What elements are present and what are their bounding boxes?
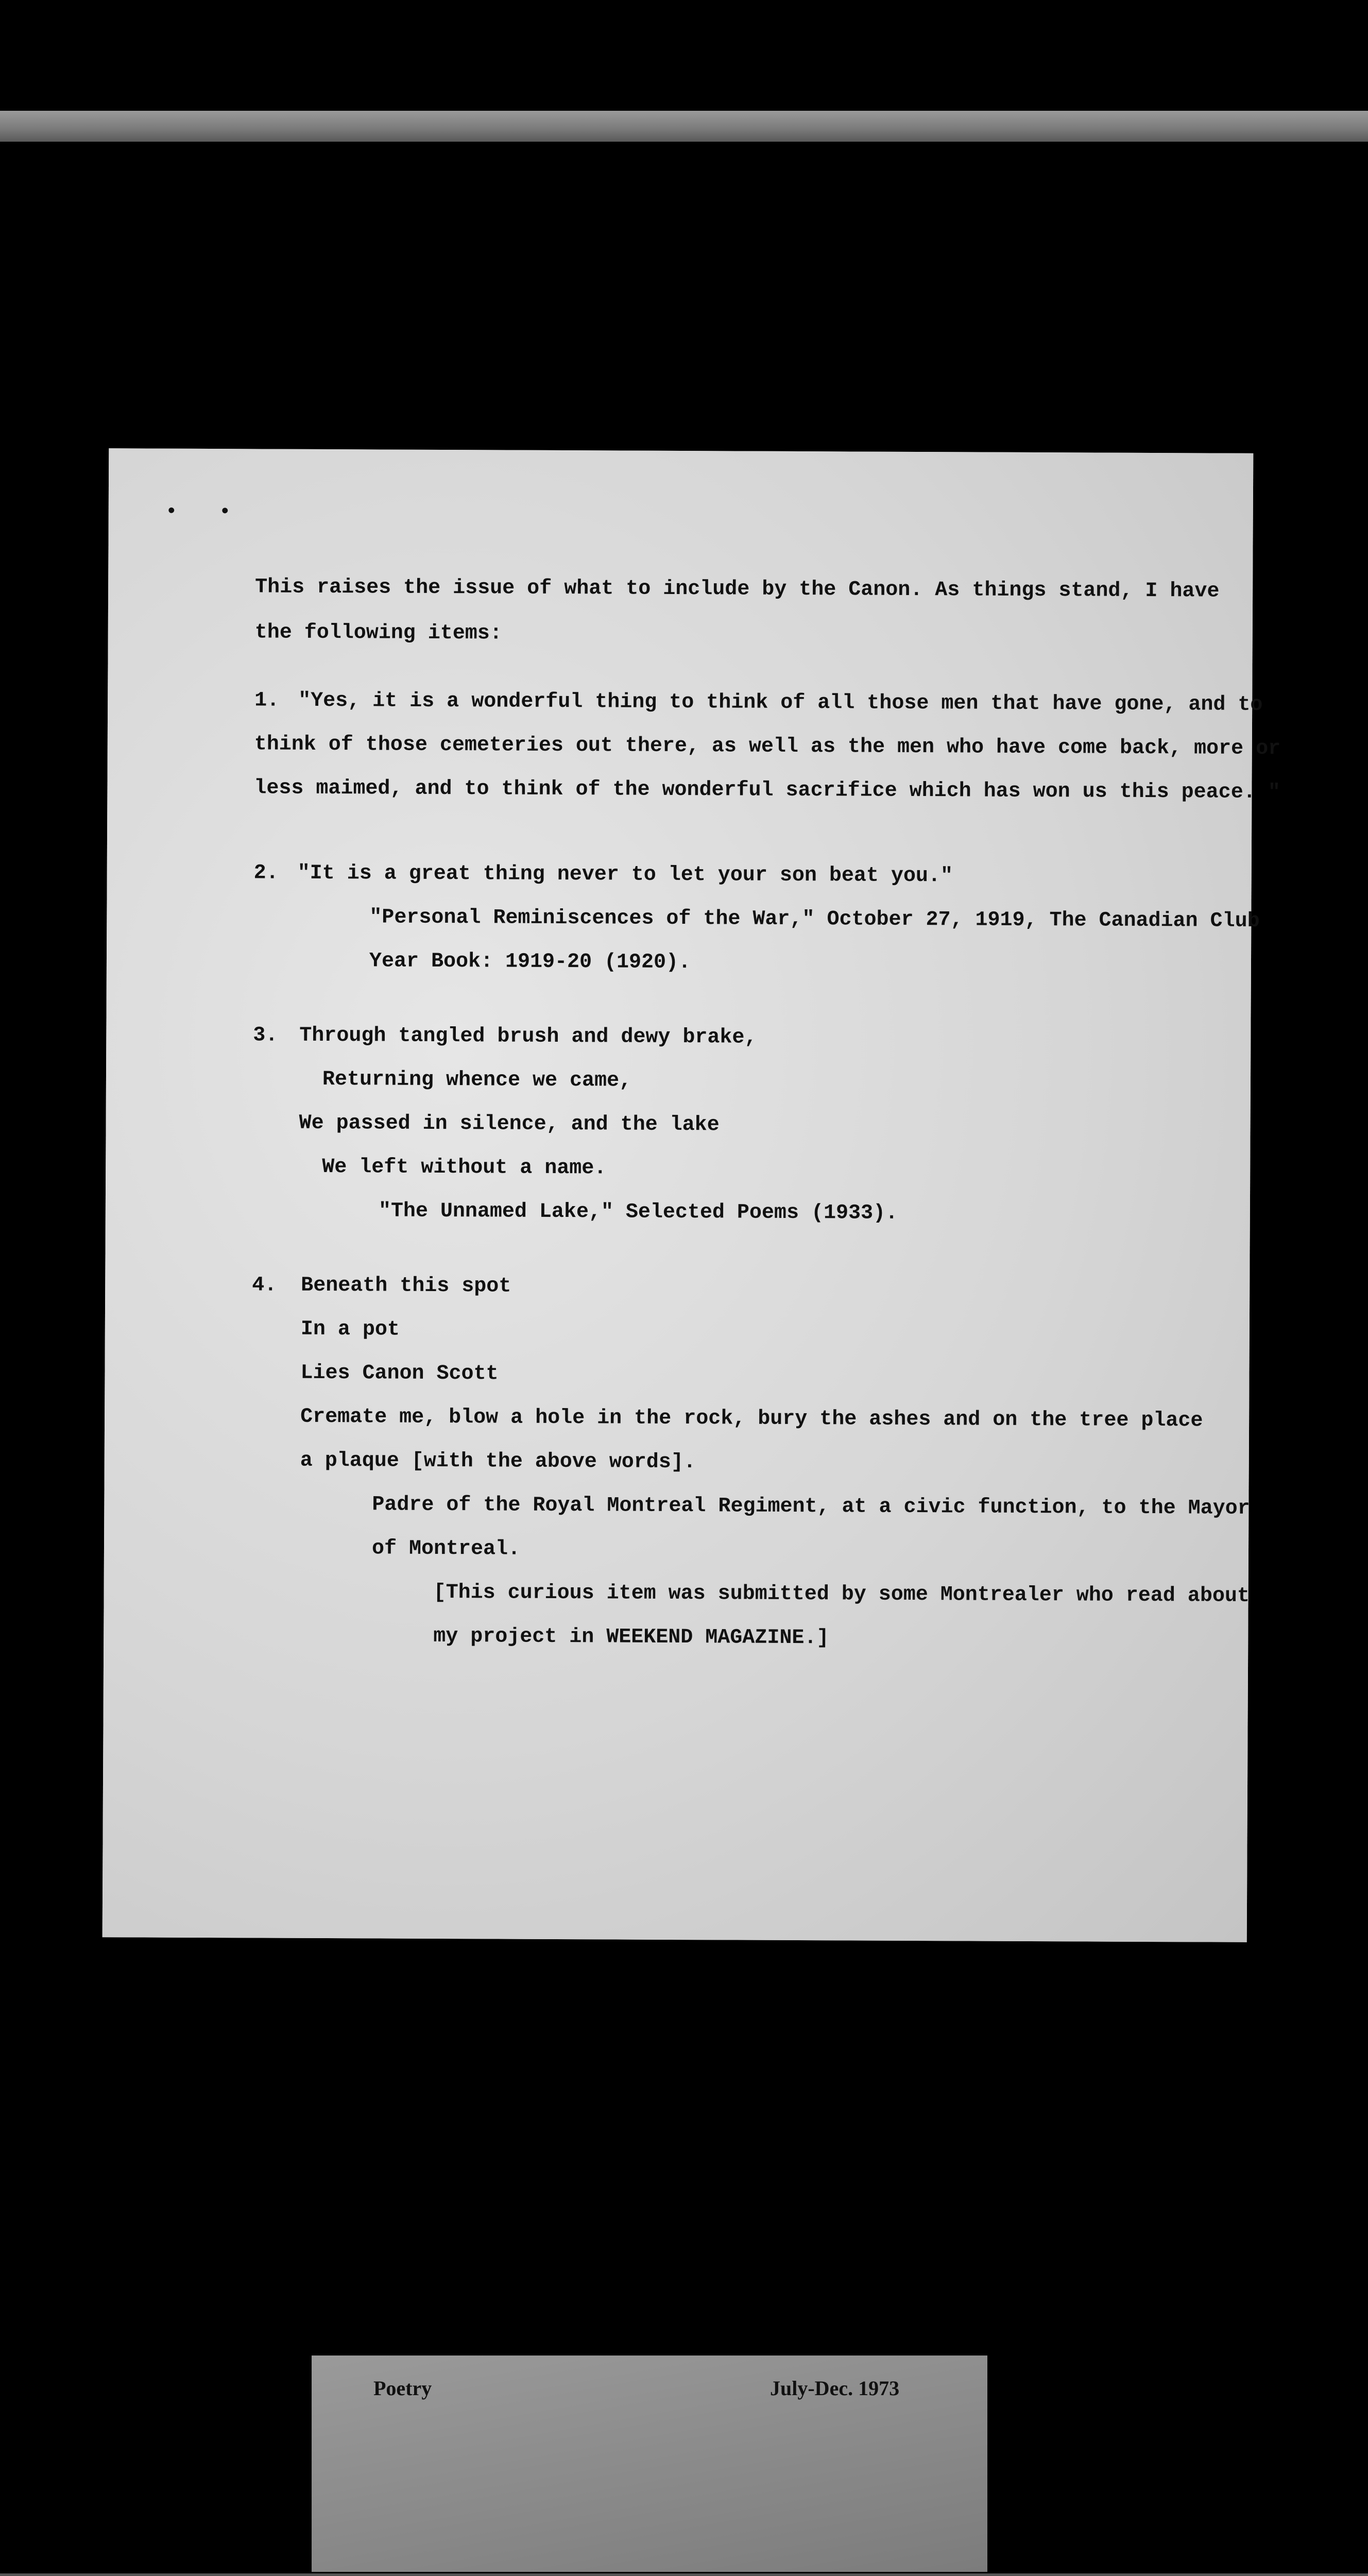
item-1-line-3: less maimed, and to think of the wonderful sacrifice which has won us this peace. " [254,776,1280,805]
item-4-line-3: Lies Canon Scott [300,1361,499,1386]
item-2-source-1: "Personal Reminiscences of the War," October 27, 1919, The Canadian Club [369,906,1260,933]
item-3-source: "The Unnamed Lake," Selected Poems (1933). [378,1199,898,1225]
archive-label-card [312,2355,987,2572]
item-4-source-2: of Montreal. [371,1537,521,1561]
film-edge-bottom [0,2573,1368,2576]
item-3-line-2: Returning whence we came, [322,1067,632,1093]
item-3-line-1: Through tangled brush and dewy brake, [299,1024,757,1049]
item-4-line-5: a plaque [with the above words]. [300,1449,696,1475]
typed-page [102,448,1281,1942]
film-edge-strip [0,111,1368,142]
item-4-number: 4. [252,1274,277,1297]
label-date: July-Dec. 1973 [770,2377,900,2400]
intro-line-1: This raises the issue of what to include by the Canon. As things stand, I have [255,575,1220,603]
item-3-line-3: We passed in silence, and the lake [299,1111,720,1137]
label-category: Poetry [373,2377,432,2400]
item-4-source-1: Padre of the Royal Montreal Regiment, at a civic function, to the Mayor [372,1493,1250,1520]
item-4-line-4: Cremate me, blow a hole in the rock, bury the ashes and on the tree place [300,1405,1203,1433]
item-4-line-1: Beneath this spot [301,1274,511,1298]
item-2-quote: "It is a great thing never to let your son beat you." [297,861,953,888]
item-2-number: 2. [253,861,279,885]
item-1-number: 1. [254,689,280,713]
item-2-source-2: Year Book: 1919-20 (1920). [369,950,691,975]
item-1-line-1: "Yes, it is a wonderful thing to think of all those men that have gone, and to [298,689,1263,717]
item-1-line-2: think of those cemeteries out there, as well as the men who have come back, more or [254,733,1281,761]
intro-line-2: the following items: [254,621,502,646]
item-4-note-2: my project in WEEKEND MAGAZINE.] [433,1624,829,1650]
item-3-number: 3. [253,1024,278,1047]
item-4-note-1: [This curious item was submitted by some Montrealer who read about [433,1581,1250,1608]
item-4-line-2: In a pot [300,1317,400,1342]
item-3-line-4: We left without a name. [322,1155,607,1180]
punch-marks: •• [165,500,272,524]
